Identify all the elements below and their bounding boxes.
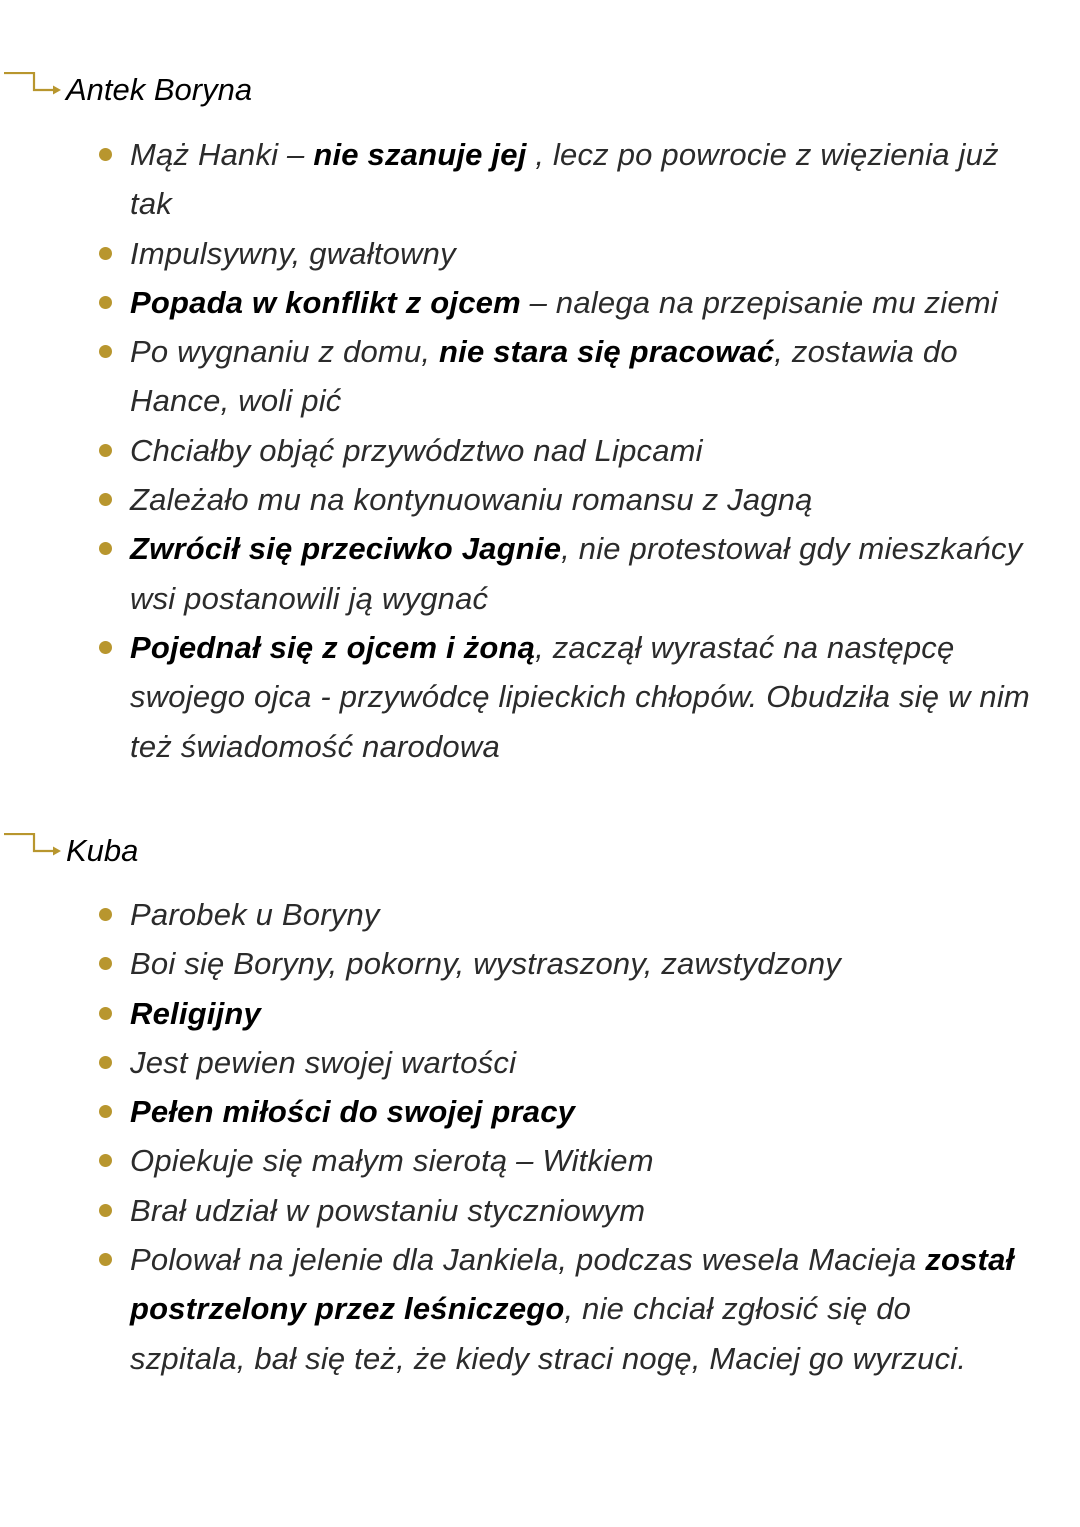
text: , lecz po powrocie z więzienia już tak [130, 137, 999, 222]
bold-text: Religijny [130, 995, 261, 1031]
section-heading-kuba [0, 829, 600, 879]
text: , zostawia do Hance, woli pić [130, 334, 958, 419]
bullet-icon [99, 296, 112, 309]
bullet-icon [99, 641, 112, 654]
bullet-icon [99, 1056, 112, 1069]
bullet-icon [99, 1007, 112, 1020]
bullet-icon [99, 1154, 112, 1167]
bullet-icon [99, 444, 112, 457]
list-item [130, 1186, 1030, 1235]
bold-text: nie szanuje jej [313, 137, 527, 172]
antek-trait-list [130, 130, 1030, 771]
bullet-icon [99, 247, 112, 260]
bullet-icon [99, 542, 112, 555]
section-title: Kuba [66, 833, 139, 868]
bold-text: został postrzelony przez leśniczego [130, 1242, 1015, 1327]
text: , nie protestował gdy mieszkańcy wsi postanowili ją wygnać [130, 531, 1023, 616]
text: Parobek u Boryny [130, 897, 380, 932]
list-item [130, 1235, 1030, 1383]
text: Jest pewien swojej wartości [130, 1044, 517, 1080]
text: Impulsywny, gwałtowny [130, 235, 456, 271]
text: Opiekuje się małym sierotą – Witkiem [130, 1143, 654, 1179]
corner-arrow-icon [4, 72, 64, 108]
section-heading-antek [0, 68, 600, 118]
bullet-icon [99, 1204, 112, 1217]
list-item [130, 939, 1030, 988]
bold-text: Zwrócił się przeciwko Jagnie [130, 531, 562, 567]
text: Polował na jelenie dla Jankiela, podczas wesela Macieja [130, 1242, 926, 1278]
bullet-icon [99, 345, 112, 358]
bold-text: Pełen miłości do swojej pracy [130, 1094, 576, 1130]
bold-text: nie stara się pracować [439, 334, 775, 370]
list-item [130, 1136, 1030, 1185]
text: Zależało mu na kontynuowaniu romansu z Jagną [130, 482, 813, 518]
list-item [130, 1087, 1030, 1136]
list-item [130, 229, 1030, 278]
list-item [130, 1038, 1030, 1087]
bullet-icon [99, 908, 112, 921]
list-item [130, 278, 1030, 327]
text: Chciałby objąć przywództwo nad Lipcami [130, 432, 703, 468]
list-item [130, 327, 1030, 426]
list-item [130, 989, 1030, 1038]
bullet-icon [99, 148, 112, 161]
corner-arrow-icon [4, 833, 64, 869]
list-item [130, 475, 1030, 524]
list-item [130, 890, 1030, 939]
text: Mąż Hanki – [130, 137, 314, 172]
bold-text: Popada w konflikt z ojcem [130, 284, 521, 320]
text: – nalega na przepisanie mu ziemi [520, 284, 998, 320]
text: , zaczął wyrastać na następcę swojego ojca - przywódcę lipieckich chłopów. Obudziła się w nim też świadomość narodowa [130, 629, 1030, 764]
section-title: Antek Boryna [66, 72, 253, 107]
text: Po wygnaniu z domu, [130, 334, 440, 370]
text: Boi się Boryny, pokorny, wystraszony, zawstydzony [130, 946, 842, 982]
list-item [130, 130, 1030, 229]
bullet-icon [99, 957, 112, 970]
bullet-icon [99, 493, 112, 506]
kuba-trait-list [130, 890, 1030, 1383]
text: Brał udział w powstaniu styczniowym [130, 1192, 646, 1228]
bullet-icon [99, 1253, 112, 1266]
bullet-icon [99, 1105, 112, 1118]
list-item [130, 524, 1030, 623]
list-item [130, 426, 1030, 475]
list-item [130, 623, 1030, 771]
bold-text: Pojednał się z ojcem i żoną [130, 629, 536, 665]
text: , nie chciał zgłosić się do szpitala, bał się też, że kiedy straci nogę, Maciej go wyrzuci. [130, 1291, 967, 1376]
